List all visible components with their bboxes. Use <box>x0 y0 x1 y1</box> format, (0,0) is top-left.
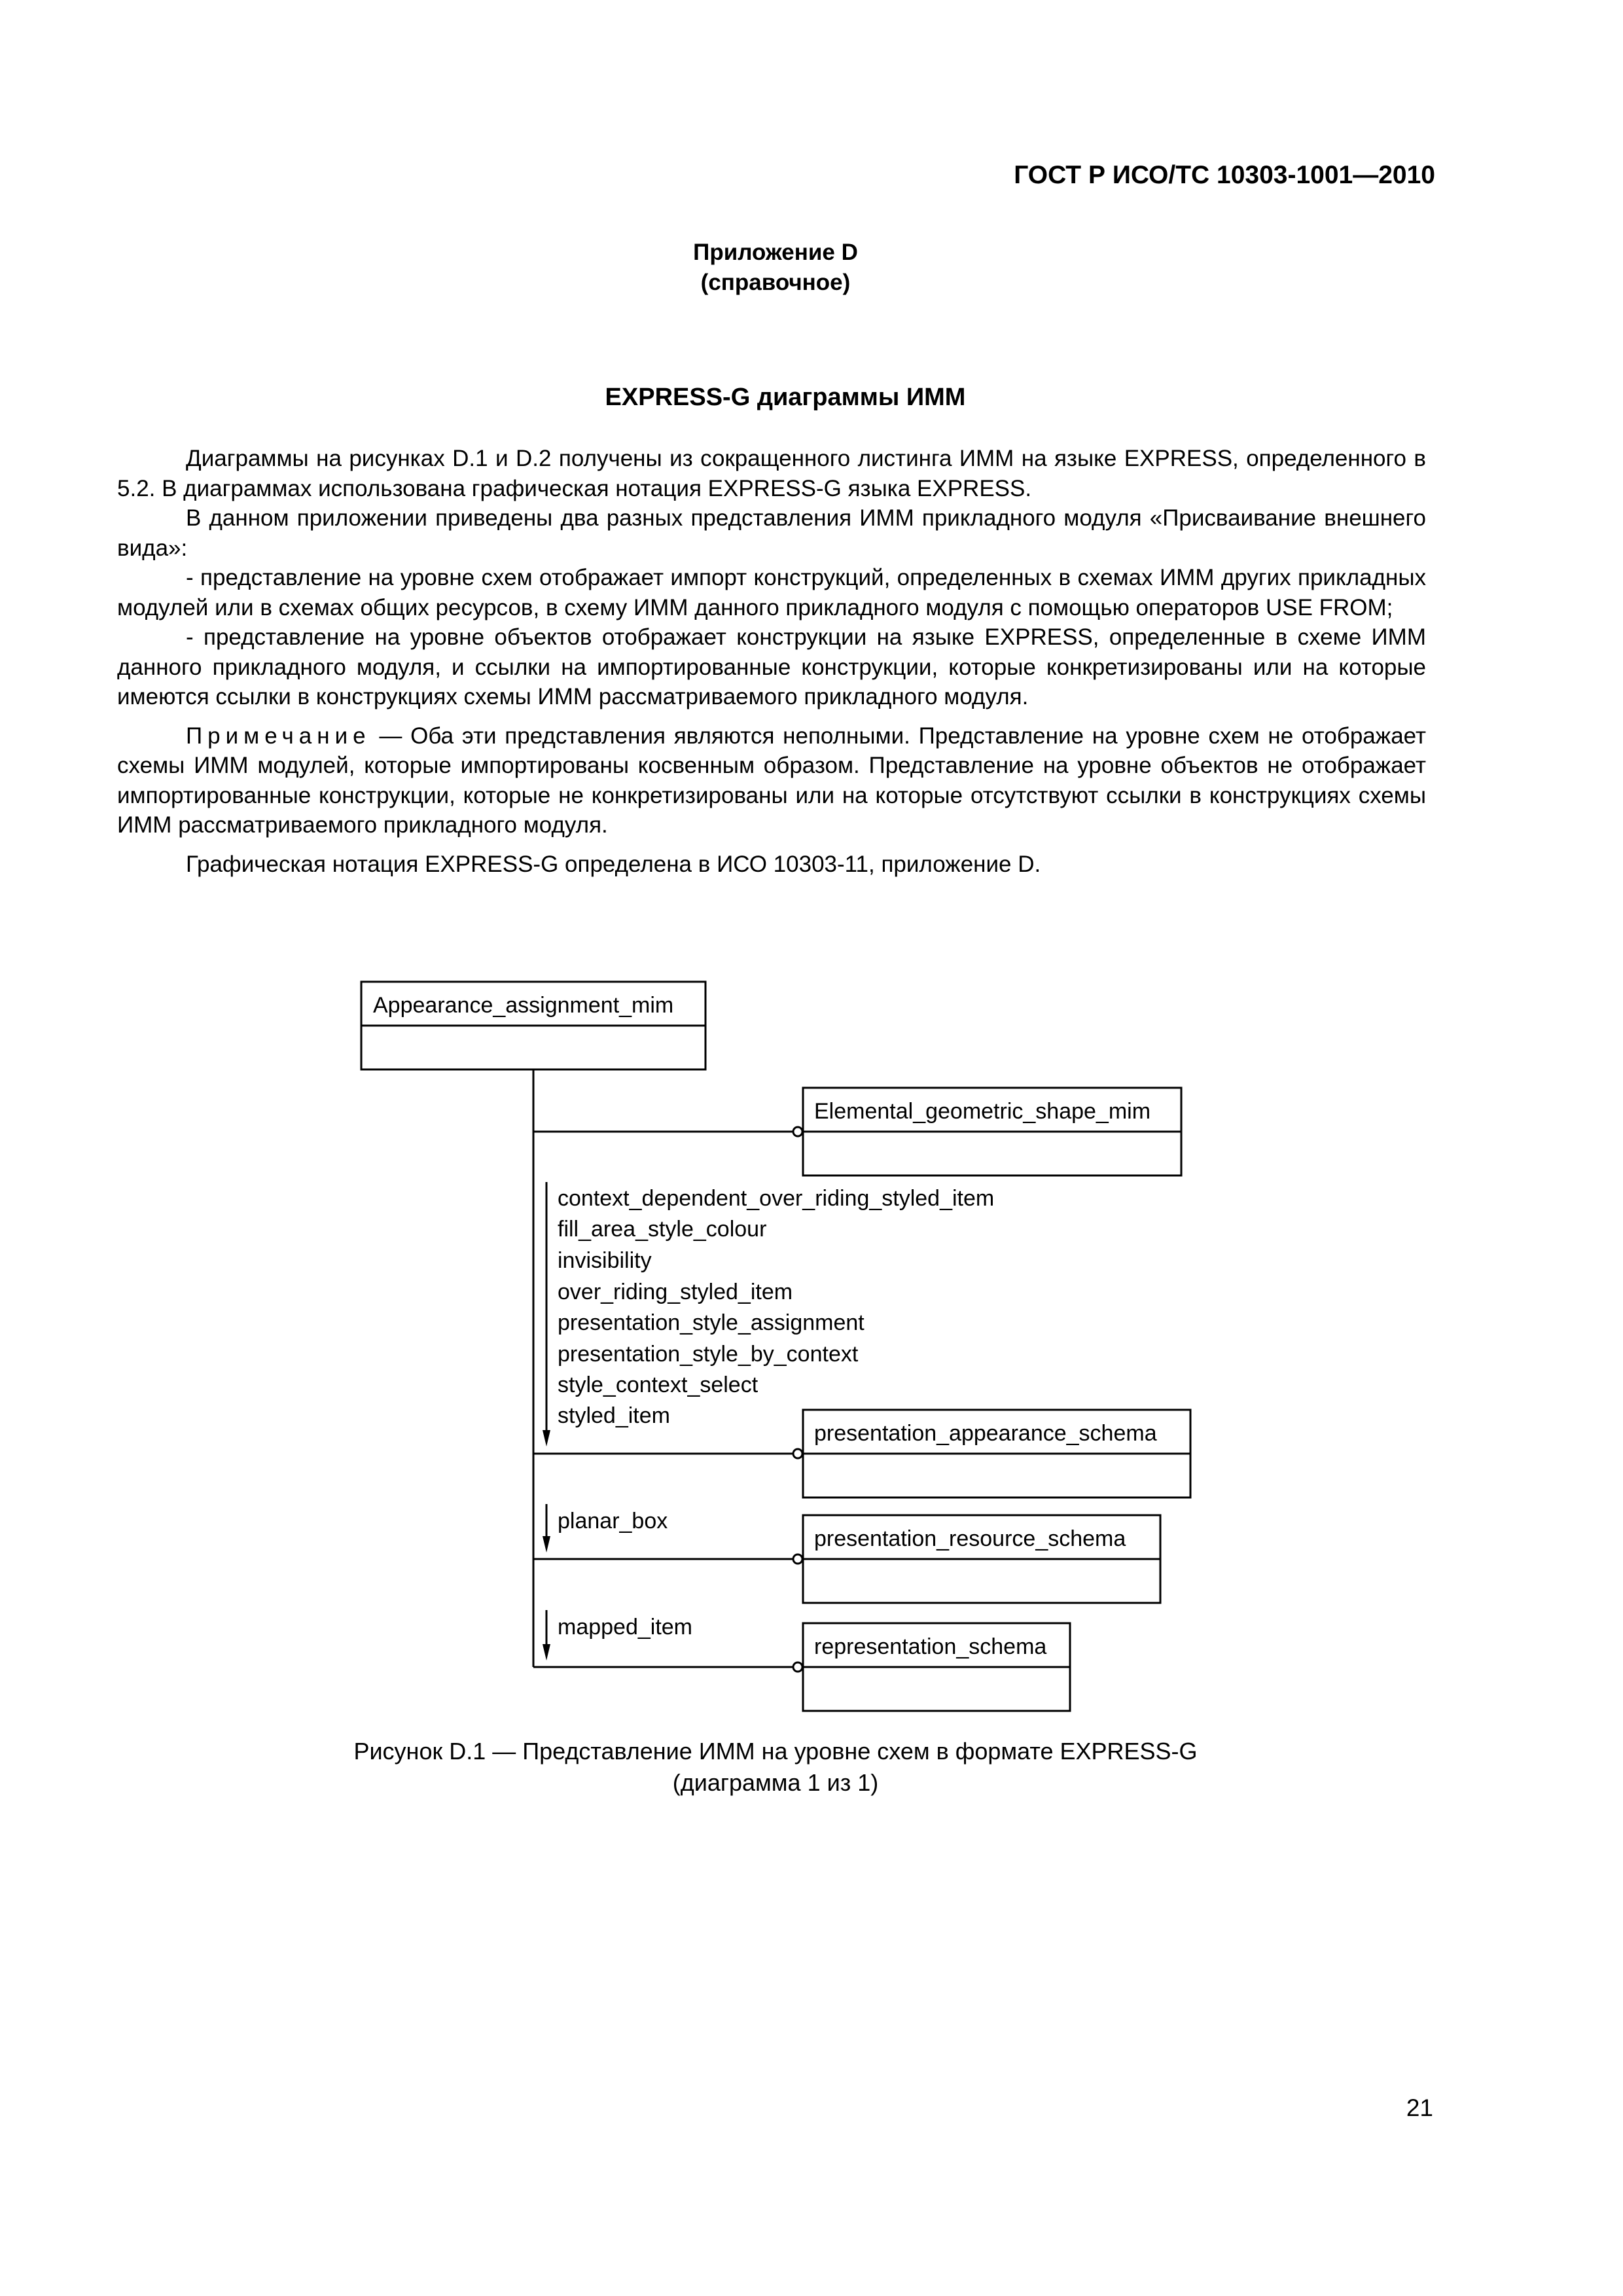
import-item: mapped_item <box>558 1615 693 1640</box>
import-item: style_context_select <box>558 1372 758 1397</box>
paragraph-2: В данном приложении приведены два разных представления ИММ прикладного модуля «Присваивание внешнего вида»: <box>117 505 1426 561</box>
import-item: over_riding_styled_item <box>558 1280 793 1304</box>
schema-label-1: presentation_appearance_schema <box>814 1421 1157 1446</box>
section-title: EXPRESS-G диаграммы ИММ <box>605 384 966 411</box>
figure-caption <box>327 1736 1224 1799</box>
import-item: presentation_style_assignment <box>558 1310 865 1335</box>
document-header: ГОСТ Р ИСО/ТС 10303-1001—2010 <box>1014 161 1435 189</box>
schema-label-0: Elemental_geometric_shape_mim <box>814 1099 1151 1124</box>
import-item: fill_area_style_colour <box>558 1217 767 1242</box>
note-label: Примечание <box>186 723 371 749</box>
note-text: — Оба эти представления являются неполными. Представление на уровне схем не отображает схемы ИММ модулей, которые импортированы косвенным образом. Представление на уровне объектов не отображает импортированные конструкции, которые не конкретизированы или на которые отсутствуют ссылки в конструкциях схемы ИММ рассматриваемого прикладного модуля. <box>117 723 1426 838</box>
import-item: presentation_style_by_context <box>558 1342 859 1367</box>
schema-label-3: representation_schema <box>814 1634 1047 1659</box>
paragraph-3: - представление на уровне схем отображает импорт конструкций, определенных в схемах ИММ других прикладных модулей или в схемах общих ресурсов, в схему ИММ данного прикладного модуля с помощью операторов USE FROM; <box>117 565 1426 620</box>
import-item: planar_box <box>558 1509 668 1534</box>
appendix-title: Приложение D <box>693 240 858 265</box>
import-item: styled_item <box>558 1403 670 1428</box>
caption-line-1: Рисунок D.1 — Представление ИММ на уровне схем в формате EXPRESS-G <box>353 1738 1198 1765</box>
paragraph-1: Диаграммы на рисунках D.1 и D.2 получены из сокращенного листинга ИММ на языке EXPRESS, определенного в 5.2. В диаграммах использована графическая нотация EXPRESS-G языка EXPRESS. <box>117 446 1426 501</box>
main-schema-label: Appearance_assignment_mim <box>373 993 674 1018</box>
paragraph-5: Графическая нотация EXPRESS-G определена в ИСО 10303-11, приложение D. <box>186 851 1041 877</box>
paragraph-4: - представление на уровне объектов отображает конструкции на языке EXPRESS, определенные в схеме ИММ данного прикладного модуля, и ссылки на импортированные конструкции, которые конкретизированы или на которые имеются ссылки в конструкциях схемы ИММ рассматриваемого прикладного модуля. <box>117 624 1426 709</box>
import-item: invisibility <box>558 1248 652 1273</box>
caption-line-2: (диаграмма 1 из 1) <box>672 1769 879 1796</box>
page-number: 21 <box>1406 2094 1433 2121</box>
import-item: context_dependent_over_riding_styled_item <box>558 1186 995 1211</box>
schema-label-2: presentation_resource_schema <box>814 1526 1126 1551</box>
appendix-subtitle: (справочное) <box>700 270 851 295</box>
